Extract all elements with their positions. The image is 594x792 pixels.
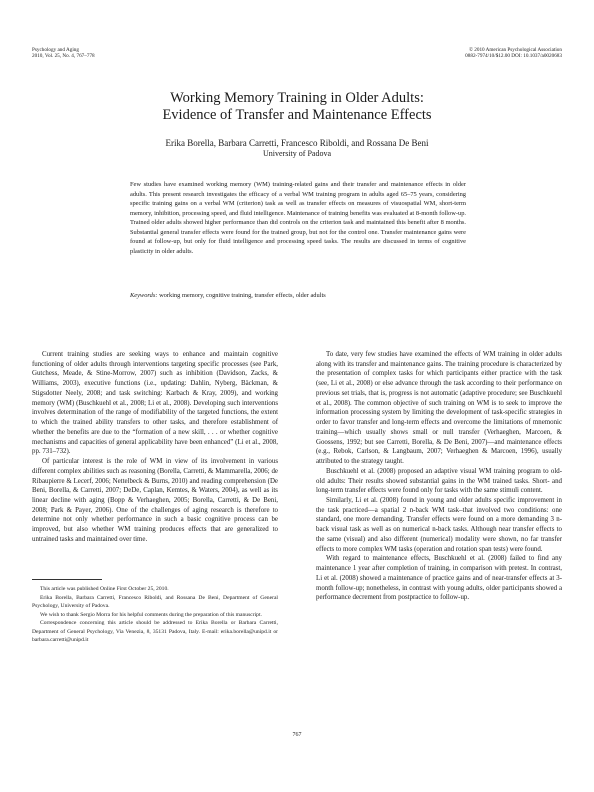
footnote: Erika Borella, Barbara Carretti, Francesco Riboldi, and Rossana De Beni, Department of General Psychology, University of Padova. — [32, 594, 278, 609]
footnote: This article was published Online First October 25, 2010. — [40, 586, 169, 592]
title-line-1: Working Memory Training in Older Adults: — [170, 90, 424, 106]
body-column-left — [32, 350, 278, 545]
keywords-label: Keywords: — [130, 292, 158, 299]
paragraph: Current training studies are seeking ways to enhance and maintain cognitive functioning of older adults through interventions targeting specific processes (see Park, Gutchess, Meade, & Stine-Morrow, 2007) such as inhibition (Davidson, Zacks, & Williams, 2003), executive functions (i.e., updating: Dahlin, Nyberg, Bäckman, & Stigsdotter Neely, 2008; and task switching: Karbach & Kray, 2009), and working memory (WM) (Buschkuehl et al., 2008; Li et al., 2008). Developing such interventions involves determination of the range of modifiability of the targeted functions, the extent to which the trained ability transfers to other tasks, and therefore establishment of whether the benefits are due to the “formation of a new skill, . . . or whether cognitive mechanisms and capacities of general applicability have been enhanced” (Li et al., 2008, pp. 731–732). — [32, 351, 278, 456]
footnote: Correspondence concerning this article should be addressed to Erika Borella or Barbara Carretti, Department of General Psychology, Via Venezia, 8, 35131 Padova, Italy. E-mail: erika.borella@unipd.it or barbara.carretti@unipd.it — [32, 620, 278, 643]
paragraph: Buschkuehl et al. (2008) proposed an adaptive visual WM training program to old-old adults: Their results showed substantial gains in the WM trained tasks. Short- and long-term transfer effects were found only for tasks with the same stimuli content. — [316, 467, 562, 495]
paragraph: With regard to maintenance effects, Buschkuehl et al. (2008) failed to find any maintenance 1 year after completion of training, in comparison with pretest. In contrast, Li et al. (2008) showed a maintenance of practice gains and of near-transfer effects at 3-month follow-up; nonetheless, in contrast with young adults, older participants showed a performance decrement from postpractice to follow-up. — [316, 555, 562, 602]
footnote-divider — [32, 579, 102, 580]
paragraph: To date, very few studies have examined the effects of WM training in older adults along with its transfer and maintenance gains. The training procedure is characterized by the presentation of complex tasks for which participants either practice with the task (see, Li et al., 2008) or else advance through the task according to their performance on previous set trials, that is, progress is not automatic (adaptive procedure; see Buschkuehl et al., 2008). The common objective of such training on WM is to seek to improve the information processing system by limiting the development of task-specific strategies in order to favor transfer and long-term effects and overcome the limitations of mnemonic training—which usually shows small or null transfer (Verhaeghen, Marcoen, & Goossens, 1992; but see Carretti, Borella, & De Beni, 2007)—and maintenance effects (e.g., Rebok, Carlson, & Langbaum, 2007; Verhaeghen & Marcoen, 1996), usually attributed to the strategy taught. — [316, 351, 562, 466]
article-title — [0, 90, 594, 124]
footnotes — [32, 585, 278, 645]
abstract: Few studies have examined working memory (WM) training-related gains and their transfer and maintenance effects in older adults. This present research investigates the efficacy of a verbal WM training program in adults aged 65–75 years, considering specific training gains on a verbal WM (criterion) task as well as transfer effects on measures of visuospatial WM, short-term memory, inhibition, processing speed, and fluid intelligence. Maintenance of training benefits was evaluated at 8-month follow-up. Trained older adults showed higher performance than did controls on the criterion task and maintained this benefit after 8 months. Substantial general transfer effects were found for the trained group, but not for the control one. Transfer maintenance gains were found at follow-up, but only for fluid intelligence and processing speed tasks. The results are discussed in terms of cognitive plasticity in older adults. — [130, 181, 466, 255]
footnote: We wish to thank Sergio Morra for his helpful comments during the preparation of this manuscript. — [40, 611, 262, 618]
volume-info: 2010, Vol. 25, No. 4, 767–778 — [32, 53, 95, 60]
running-header-right — [465, 47, 562, 60]
journal-name: Psychology and Aging — [32, 47, 79, 53]
doi-line: 0882-7974/10/$12.00 DOI: 10.1037/a0020683 — [465, 53, 562, 60]
author-list: Erika Borella, Barbara Carretti, Francesco Riboldi, and Rossana De Beni — [165, 138, 429, 148]
keywords — [130, 291, 466, 300]
paragraph: Of particular interest is the role of WM in view of its involvement in various different complex abilities such as reasoning (Borella, Carretti, & Mammarella, 2006; de Ribaupierre & Lecerf, 2006; Nettelbeck & Burns, 2010) and reading comprehension (De Beni, Borella, & Carretti, 2007; DeDe, Caplan, Kemtes, & Waters, 2004), as well as its linear decline with aging (Bopp & Verhaeghen, 2005; Borella, Carretti, & De Beni, 2008; Park & Payer, 2006). One of the challenges of aging research is therefore to determine not only whether performance in such a basic cognitive process can be improved, but also whether WM training produces effects that are generalized to untrained tasks and maintained over time. — [32, 458, 278, 543]
keywords-list: working memory, cognitive training, transfer effects, older adults — [157, 292, 326, 299]
affiliation: University of Padova — [263, 149, 331, 158]
title-line-2: Evidence of Transfer and Maintenance Effects — [162, 107, 432, 123]
running-header-left — [32, 47, 95, 60]
body-column-right — [316, 350, 562, 603]
copyright-line: © 2010 American Psychological Association — [469, 47, 562, 53]
paragraph: Similarly, Li et al. (2008) found in young and older adults specific improvement in the task practiced—a spatial 2 n-back WM task–that involved two conditions: one standard, one more demanding. Transfer effects were found on a more demanding 3 n-back visual task as well as on numerical n-back tasks. Although near transfer effects to the same (visual) and also different (numerical) modality were shown, no far transfer effects to more complex WM tasks (operation and rotation span tests) were found. — [316, 497, 562, 553]
page-number: 767 — [292, 732, 302, 738]
